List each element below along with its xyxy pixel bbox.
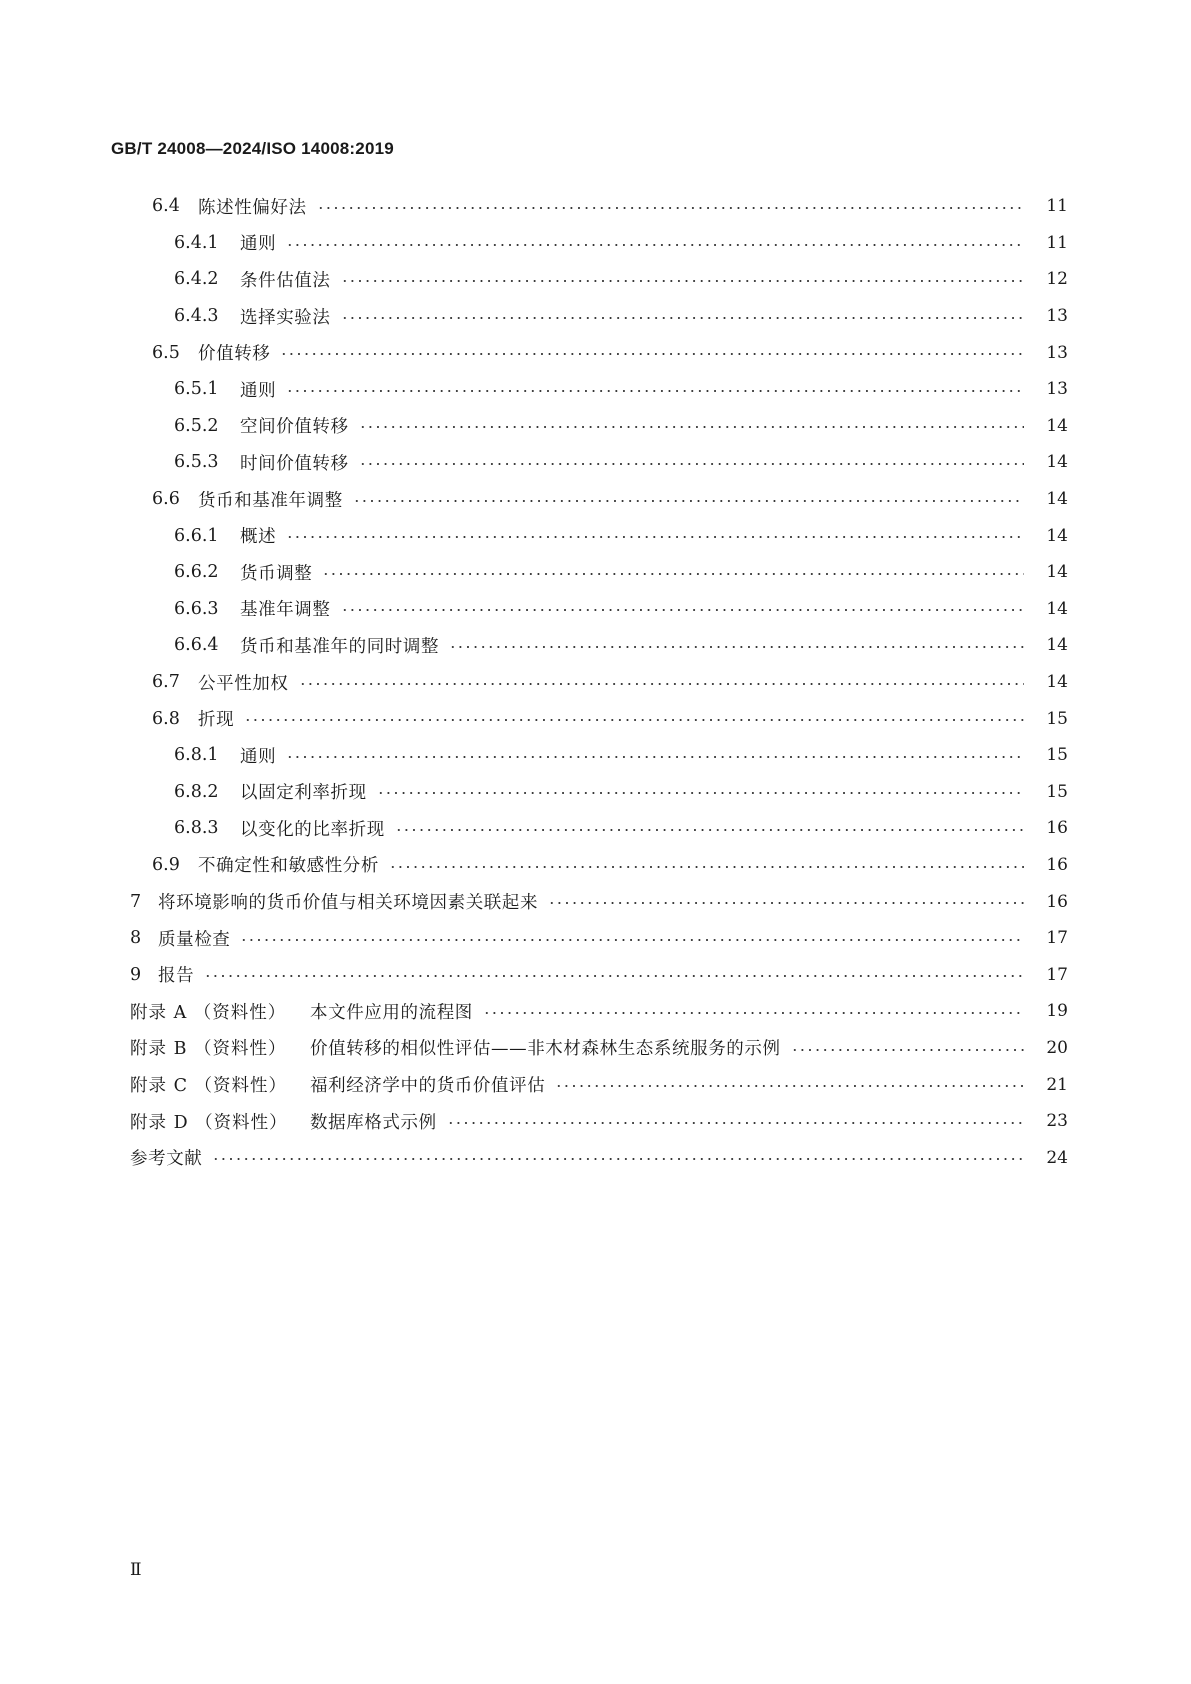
toc-entry-title: 货币和基准年调整 <box>198 490 343 511</box>
toc-entry[interactable] <box>152 481 1068 518</box>
toc-entry[interactable] <box>152 664 1068 701</box>
toc-dot-leader <box>359 417 1024 435</box>
toc-entry-title: 报告 <box>158 966 195 987</box>
toc-entry-title: 数据库格式示例 <box>310 1112 437 1133</box>
toc-dot-leader <box>353 490 1024 508</box>
toc-entry[interactable] <box>130 1066 1068 1103</box>
table-of-contents <box>0 188 1191 1176</box>
toc-entry-title: 空间价值转移 <box>240 417 349 438</box>
toc-entry-title: 价值转移 <box>198 344 271 365</box>
toc-entry-number: 6.5 <box>152 342 180 363</box>
toc-dot-leader <box>240 929 1024 947</box>
toc-entry-title: 陈述性偏好法 <box>198 197 307 218</box>
toc-entry-title: 概述 <box>240 527 277 548</box>
toc-entry-title: 本文件应用的流程图 <box>310 1002 473 1023</box>
toc-entry-title: 质量检查 <box>158 929 231 950</box>
toc-entry-page: 17 <box>1046 928 1068 949</box>
toc-entry-number: 6.8 <box>152 708 180 729</box>
toc-entry[interactable] <box>130 956 1068 993</box>
toc-entry-page: 23 <box>1046 1111 1068 1132</box>
toc-entry-number: 6.4.1 <box>174 232 219 253</box>
toc-entry-page: 14 <box>1046 489 1068 510</box>
toc-entry-number: 6.6.3 <box>174 598 219 619</box>
toc-dot-leader <box>389 856 1024 874</box>
toc-list <box>0 188 1068 1176</box>
toc-entry-number: 6.6.1 <box>174 525 219 546</box>
toc-entry-title: 价值转移的相似性评估——非木材森林生态系统服务的示例 <box>310 1039 781 1060</box>
toc-entry-title: 将环境影响的货币价值与相关环境因素关联起来 <box>158 893 539 914</box>
toc-entry-page: 13 <box>1046 342 1068 363</box>
toc-entry[interactable] <box>174 554 1068 591</box>
toc-entry-number: 6.9 <box>152 854 180 875</box>
toc-entry-number: 6.4 <box>152 196 180 217</box>
toc-dot-leader <box>341 600 1025 618</box>
toc-entry-number: 附录 D （资料性） <box>130 1112 288 1133</box>
toc-entry[interactable] <box>130 1103 1068 1140</box>
toc-dot-leader <box>286 746 1024 764</box>
toc-dot-leader <box>395 820 1024 838</box>
toc-entry-number: 6.7 <box>152 672 180 693</box>
toc-entry-page: 14 <box>1046 598 1068 619</box>
toc-dot-leader <box>286 234 1024 252</box>
toc-entry[interactable] <box>174 627 1068 664</box>
toc-entry-page: 24 <box>1046 1147 1068 1168</box>
toc-entry-number: 6.4.2 <box>174 269 219 290</box>
toc-entry[interactable] <box>174 810 1068 847</box>
toc-dot-leader <box>322 563 1024 581</box>
toc-dot-leader <box>447 1112 1024 1130</box>
toc-entry-page: 12 <box>1046 269 1068 290</box>
toc-entry[interactable] <box>174 225 1068 262</box>
toc-entry-number: 8 <box>130 928 142 949</box>
toc-entry-title: 以固定利率折现 <box>240 783 367 804</box>
toc-entry[interactable] <box>130 920 1068 957</box>
toc-entry-page: 19 <box>1046 1001 1068 1022</box>
toc-entry-page: 17 <box>1046 964 1068 985</box>
toc-entry-page: 16 <box>1046 891 1068 912</box>
toc-dot-leader <box>299 673 1025 691</box>
toc-dot-leader <box>449 637 1024 655</box>
toc-entry-page: 15 <box>1046 745 1068 766</box>
toc-entry-title: 不确定性和敏感性分析 <box>198 856 379 877</box>
toc-dot-leader <box>483 1003 1024 1021</box>
toc-entry-title: 通则 <box>240 746 277 767</box>
toc-dot-leader <box>377 783 1024 801</box>
toc-entry-page: 15 <box>1046 708 1068 729</box>
toc-dot-leader <box>317 198 1024 216</box>
toc-entry-page: 14 <box>1046 525 1068 546</box>
toc-entry-number: 6.5.2 <box>174 415 219 436</box>
toc-entry-page: 15 <box>1046 781 1068 802</box>
toc-entry[interactable] <box>174 737 1068 774</box>
toc-entry[interactable] <box>130 1030 1068 1067</box>
toc-entry[interactable] <box>174 591 1068 628</box>
toc-entry[interactable] <box>152 847 1068 884</box>
toc-entry[interactable] <box>130 883 1068 920</box>
toc-entry[interactable] <box>174 408 1068 445</box>
document-header: GB/T 24008—2024/ISO 14008:2019 <box>111 139 394 158</box>
toc-entry-number: 7 <box>130 891 142 912</box>
toc-entry[interactable] <box>130 993 1068 1030</box>
toc-entry-page: 14 <box>1046 635 1068 656</box>
toc-dot-leader <box>280 344 1024 362</box>
toc-entry-page: 16 <box>1046 854 1068 875</box>
toc-dot-leader <box>244 710 1024 728</box>
toc-entry-title: 折现 <box>198 710 235 731</box>
toc-entry[interactable] <box>174 261 1068 298</box>
toc-entry-page: 14 <box>1046 562 1068 583</box>
toc-entry-page: 14 <box>1046 452 1068 473</box>
toc-dot-leader <box>286 527 1024 545</box>
toc-entry-page: 14 <box>1046 672 1068 693</box>
toc-entry[interactable] <box>174 774 1068 811</box>
toc-entry[interactable] <box>174 444 1068 481</box>
toc-entry-title: 时间价值转移 <box>240 453 349 474</box>
toc-entry-title: 基准年调整 <box>240 600 331 621</box>
toc-dot-leader <box>359 454 1024 472</box>
toc-entry-number: 附录 A （资料性） <box>130 1002 287 1023</box>
toc-entry[interactable] <box>152 700 1068 737</box>
toc-entry-page: 21 <box>1046 1074 1068 1095</box>
toc-dot-leader <box>555 1076 1024 1094</box>
toc-entry-number: 6.8.1 <box>174 745 219 766</box>
toc-entry-number: 9 <box>130 964 142 985</box>
toc-entry-number: 6.6 <box>152 489 180 510</box>
toc-entry-title: 以变化的比率折现 <box>240 819 385 840</box>
toc-entry-page: 11 <box>1046 232 1068 253</box>
toc-entry-number: 6.5.1 <box>174 379 219 400</box>
toc-entry-title: 通则 <box>240 380 277 401</box>
toc-dot-leader <box>212 1149 1024 1167</box>
toc-entry-title: 选择实验法 <box>240 307 331 328</box>
toc-entry-page: 13 <box>1046 379 1068 400</box>
toc-entry-title: 公平性加权 <box>198 673 289 694</box>
toc-entry-number: 6.8.2 <box>174 781 219 802</box>
page-number: Ⅱ <box>130 1560 142 1580</box>
toc-entry-title: 通则 <box>240 234 277 255</box>
toc-entry-number: 附录 B （资料性） <box>130 1039 287 1060</box>
toc-entry-number: 6.4.3 <box>174 306 219 327</box>
toc-entry[interactable] <box>152 334 1068 371</box>
toc-entry-page: 20 <box>1046 1037 1068 1058</box>
toc-dot-leader <box>341 271 1025 289</box>
toc-entry[interactable] <box>130 1139 1068 1176</box>
toc-entry[interactable] <box>174 371 1068 408</box>
toc-entry-number: 6.8.3 <box>174 818 219 839</box>
toc-dot-leader <box>548 893 1024 911</box>
toc-entry-number: 附录 C （资料性） <box>130 1076 288 1097</box>
toc-dot-leader <box>791 1039 1024 1057</box>
toc-entry-number: 6.6.2 <box>174 562 219 583</box>
toc-entry-page: 13 <box>1046 306 1068 327</box>
toc-dot-leader <box>286 381 1024 399</box>
toc-entry-page: 14 <box>1046 415 1068 436</box>
toc-entry[interactable] <box>174 517 1068 554</box>
toc-entry-title: 参考文献 <box>130 1149 203 1170</box>
toc-entry[interactable] <box>174 298 1068 335</box>
toc-entry-page: 11 <box>1046 196 1068 217</box>
toc-dot-leader <box>204 966 1024 984</box>
toc-dot-leader <box>341 307 1025 325</box>
toc-entry-title: 货币调整 <box>240 563 313 584</box>
toc-entry-title: 货币和基准年的同时调整 <box>240 636 440 657</box>
toc-entry-title: 条件估值法 <box>240 270 331 291</box>
toc-entry[interactable] <box>152 188 1068 225</box>
toc-entry-number: 6.5.3 <box>174 452 219 473</box>
toc-entry-number: 6.6.4 <box>174 635 219 656</box>
toc-entry-title: 福利经济学中的货币价值评估 <box>310 1076 546 1097</box>
toc-entry-page: 16 <box>1046 818 1068 839</box>
